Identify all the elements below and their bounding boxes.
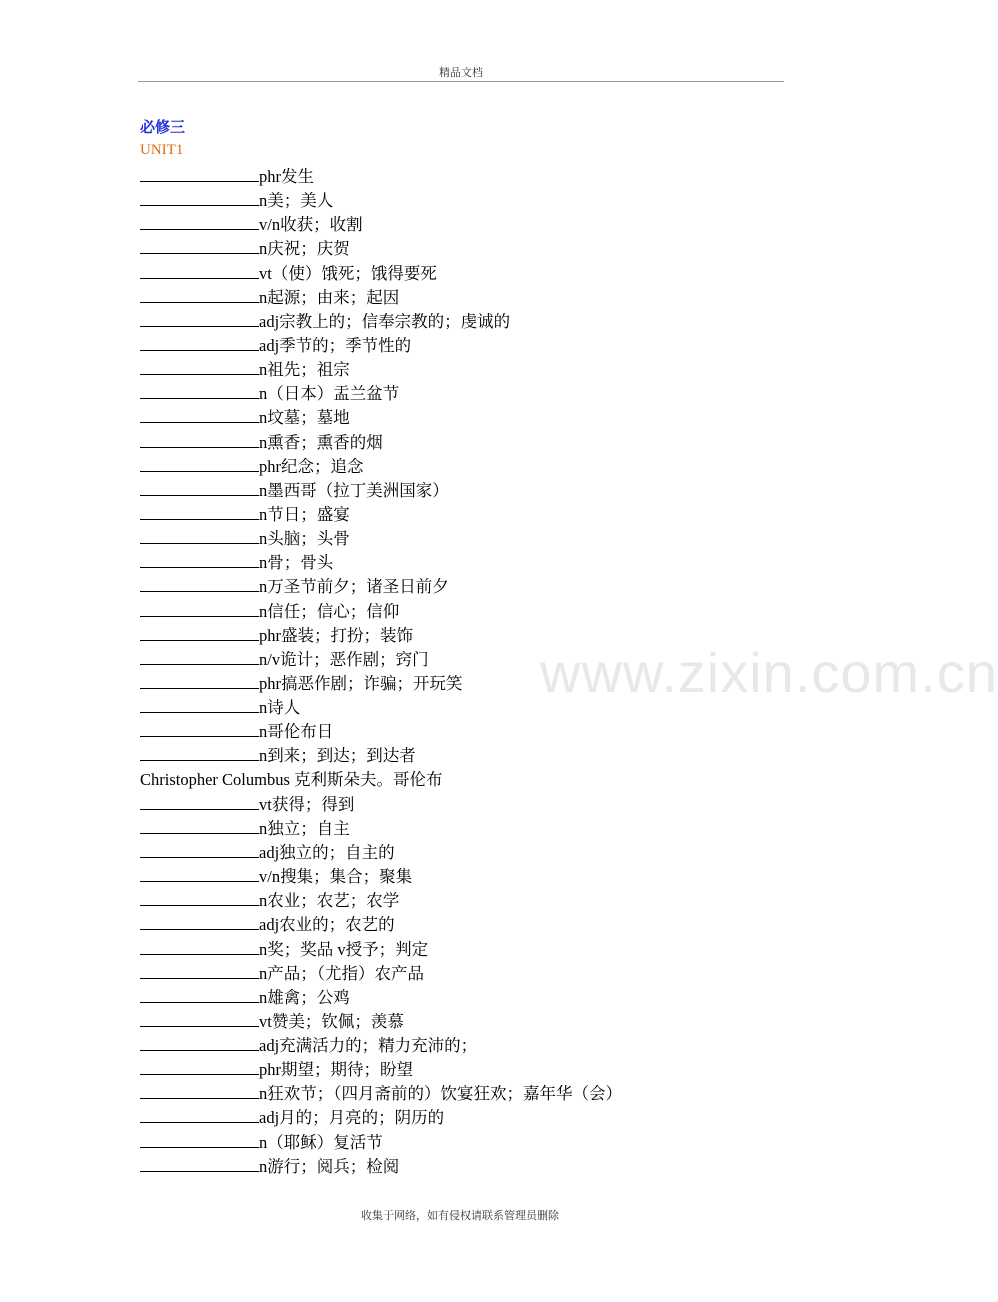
vocab-definition: phr期望；期待；盼望 [259, 1060, 413, 1080]
vocab-entry [140, 333, 780, 357]
fill-in-blank [140, 1154, 259, 1172]
vocab-definition: n（日本）盂兰盆节 [259, 384, 400, 404]
vocab-entry [140, 792, 780, 816]
vocab-definition: n万圣节前夕；诸圣日前夕 [259, 577, 449, 597]
vocab-definition: n祖先；祖宗 [259, 360, 350, 380]
vocab-definition: n诗人 [259, 698, 301, 718]
fill-in-blank [140, 261, 259, 279]
fill-in-blank [140, 743, 259, 761]
vocab-entry [140, 864, 780, 888]
fill-in-blank [140, 502, 259, 520]
vocab-entry [140, 454, 780, 478]
fill-in-blank [140, 1105, 259, 1123]
fill-in-blank [140, 526, 259, 544]
vocab-entry [140, 1009, 780, 1033]
vocab-definition: Christopher Columbus 克利斯朵夫。哥伦布 [140, 769, 443, 789]
fill-in-blank [140, 623, 259, 641]
vocab-definition: n独立；自主 [259, 818, 350, 838]
vocab-entry [140, 381, 780, 405]
page-header: 精品文档 [439, 66, 483, 79]
fill-in-blank [140, 937, 259, 955]
vocab-definition: phr搞恶作剧；诈骗；开玩笑 [259, 673, 463, 693]
vocab-entry [140, 647, 780, 671]
vocab-entry [140, 840, 780, 864]
fill-in-blank [140, 309, 259, 327]
fill-in-blank [140, 719, 259, 737]
vocab-entry [140, 768, 780, 792]
vocab-definition: phr纪念；追念 [259, 456, 364, 476]
vocab-entry [140, 1057, 780, 1081]
vocab-definition: n到来；到达；到达者 [259, 746, 416, 766]
fill-in-blank [140, 695, 259, 713]
fill-in-blank [140, 236, 259, 254]
vocab-definition: phr盛装；打扮；装饰 [259, 625, 413, 645]
fill-in-blank [140, 212, 259, 230]
vocab-definition: vt（使）饿死；饿得要死 [259, 263, 437, 283]
fill-in-blank [140, 840, 259, 858]
vocab-entry [140, 695, 780, 719]
vocab-entry [140, 309, 780, 333]
vocab-definition: n起源；由来；起因 [259, 287, 400, 307]
fill-in-blank [140, 961, 259, 979]
fill-in-blank [140, 381, 259, 399]
vocab-definition: n信任；信心；信仰 [259, 601, 400, 621]
vocab-entry [140, 816, 780, 840]
vocab-definition: n熏香；熏香的烟 [259, 432, 383, 452]
fill-in-blank [140, 405, 259, 423]
page-footer: 收集于网络，如有侵权请联系管理员删除 [361, 1209, 559, 1222]
fill-in-blank [140, 888, 259, 906]
vocab-entry [140, 405, 780, 429]
vocab-definition: n美；美人 [259, 191, 334, 211]
vocab-entry [140, 671, 780, 695]
fill-in-blank [140, 188, 259, 206]
vocab-definition: adj月的；月亮的；阴历的 [259, 1108, 445, 1128]
vocab-definition: n奖；奖品 v授予；判定 [259, 939, 429, 959]
vocab-entry [140, 164, 780, 188]
vocab-entry [140, 743, 780, 767]
vocab-entry [140, 888, 780, 912]
vocab-entry [140, 1105, 780, 1129]
fill-in-blank [140, 430, 259, 448]
vocab-definition: n农业；农艺；农学 [259, 891, 400, 911]
vocab-entry [140, 261, 780, 285]
vocab-definition: n（耶稣）复活节 [259, 1132, 383, 1152]
vocab-definition: n游行；阅兵；检阅 [259, 1156, 400, 1176]
vocab-definition: adj季节的；季节性的 [259, 335, 412, 355]
vocab-definition: n雄禽；公鸡 [259, 987, 350, 1007]
fill-in-blank [140, 285, 259, 303]
vocab-definition: n/v诡计；恶作剧；窍门 [259, 649, 429, 669]
vocab-entry [140, 285, 780, 309]
vocab-definition: n节日；盛宴 [259, 504, 350, 524]
header-divider [138, 81, 784, 82]
fill-in-blank [140, 671, 259, 689]
section-title: 必修三 [140, 118, 186, 136]
vocab-entry [140, 357, 780, 381]
fill-in-blank [140, 864, 259, 882]
vocab-entry [140, 937, 780, 961]
vocab-entry [140, 236, 780, 260]
vocab-definition: adj宗教上的；信奉宗教的；虔诚的 [259, 311, 511, 331]
vocab-entry [140, 1081, 780, 1105]
vocab-definition: adj农业的；农艺的 [259, 915, 395, 935]
fill-in-blank [140, 454, 259, 472]
vocab-entry [140, 623, 780, 647]
vocab-definition: n哥伦布日 [259, 722, 334, 742]
vocab-definition: vt赞美；钦佩；羡慕 [259, 1011, 404, 1031]
vocab-definition: v/n收获；收割 [259, 215, 363, 235]
watermark: www.zixin.com.cn [540, 641, 998, 704]
vocab-entry [140, 961, 780, 985]
fill-in-blank [140, 1009, 259, 1027]
fill-in-blank [140, 164, 259, 182]
vocab-definition: phr发生 [259, 167, 314, 186]
vocab-entry [140, 1033, 780, 1057]
vocabulary-list [140, 164, 780, 1178]
vocab-definition: n庆祝；庆贺 [259, 239, 350, 259]
vocab-entry [140, 430, 780, 454]
vocab-entry [140, 1154, 780, 1178]
vocab-definition: adj独立的；自主的 [259, 842, 395, 862]
vocab-entry [140, 574, 780, 598]
vocab-entry [140, 719, 780, 743]
fill-in-blank [140, 792, 259, 810]
vocab-entry [140, 912, 780, 936]
vocab-definition: n骨；骨头 [259, 553, 334, 573]
fill-in-blank [140, 1130, 259, 1148]
fill-in-blank [140, 985, 259, 1003]
document-body [140, 116, 780, 1178]
vocab-entry [140, 502, 780, 526]
fill-in-blank [140, 816, 259, 834]
fill-in-blank [140, 478, 259, 496]
fill-in-blank [140, 647, 259, 665]
vocab-definition: n坟墓；墓地 [259, 408, 350, 428]
fill-in-blank [140, 599, 259, 617]
fill-in-blank [140, 1057, 259, 1075]
fill-in-blank [140, 333, 259, 351]
fill-in-blank [140, 1033, 259, 1051]
vocab-definition: n墨西哥（拉丁美洲国家） [259, 480, 449, 500]
fill-in-blank [140, 550, 259, 568]
vocab-entry [140, 599, 780, 623]
vocab-definition: v/n搜集；集合；聚集 [259, 867, 413, 887]
vocab-definition: adj充满活力的；精力充沛的； [259, 1036, 478, 1056]
fill-in-blank [140, 1081, 259, 1099]
vocab-entry [140, 550, 780, 574]
vocab-entry [140, 188, 780, 212]
unit-title: UNIT1 [140, 142, 184, 158]
fill-in-blank [140, 357, 259, 375]
vocab-definition: n头脑；头骨 [259, 529, 350, 549]
fill-in-blank [140, 574, 259, 592]
vocab-definition: n狂欢节；（四月斋前的）饮宴狂欢；嘉年华（会） [259, 1084, 622, 1104]
vocab-entry [140, 478, 780, 502]
vocab-entry [140, 985, 780, 1009]
vocab-entry [140, 1130, 780, 1154]
vocab-definition: n产品；（尤指）农产品 [259, 963, 424, 983]
fill-in-blank [140, 912, 259, 930]
vocab-entry [140, 526, 780, 550]
vocab-definition: vt获得；得到 [259, 794, 355, 814]
vocab-entry [140, 212, 780, 236]
